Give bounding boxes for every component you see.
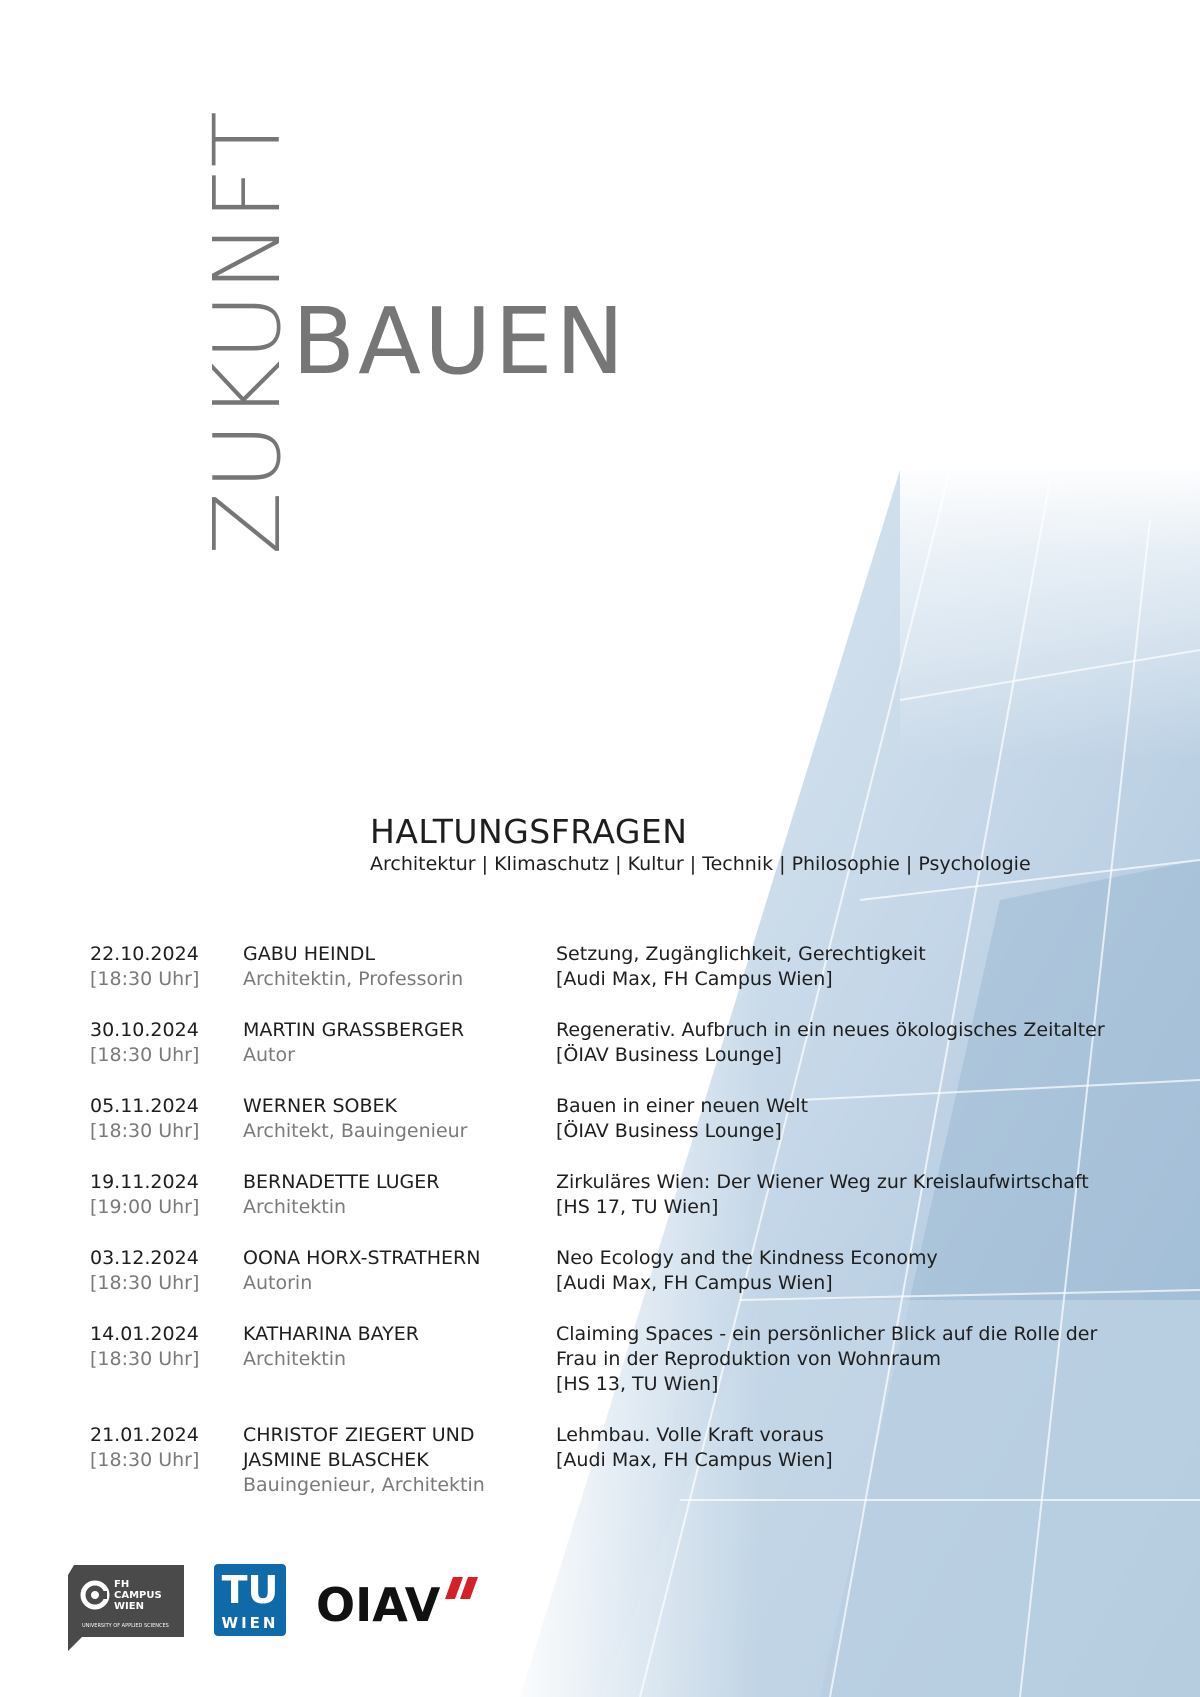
event-date: 30.10.2024 xyxy=(90,1019,199,1041)
svg-text:UNIVERSITY OF APPLIED SCIENCES: UNIVERSITY OF APPLIED SCIENCES xyxy=(82,1623,169,1629)
event-time: [19:00 Uhr] xyxy=(90,1196,200,1218)
event-venue: [HS 17, TU Wien] xyxy=(556,1196,719,1218)
event-topic: Bauen in einer neuen Welt xyxy=(556,1095,809,1117)
event-speaker: KATHARINA BAYER xyxy=(243,1323,419,1345)
event-topic: Neo Ecology and the Kindness Economy xyxy=(556,1247,938,1269)
event-venue: [Audi Max, FH Campus Wien] xyxy=(556,1272,833,1294)
event-row xyxy=(90,1094,1170,1144)
event-topic: Claiming Spaces - ein persönlicher Blick auf die Rolle der xyxy=(556,1323,1098,1345)
event-date: 22.10.2024 xyxy=(90,943,199,965)
series-title: HALTUNGSFRAGEN xyxy=(370,812,688,851)
event-role: Bauingenieur, Architektin xyxy=(243,1474,485,1496)
event-venue: [HS 13, TU Wien] xyxy=(556,1373,719,1395)
event-topic: Regenerativ. Aufbruch in ein neues ökologisches Zeitalter xyxy=(556,1019,1105,1041)
event-role: Autor xyxy=(243,1044,295,1066)
svg-text:WIEN: WIEN xyxy=(221,1614,279,1632)
event-time: [18:30 Uhr] xyxy=(90,1120,200,1142)
event-time: [18:30 Uhr] xyxy=(90,1272,200,1294)
sponsor-logos xyxy=(68,1563,528,1653)
event-speaker: WERNER SOBEK xyxy=(243,1095,397,1117)
event-date: 19.11.2024 xyxy=(90,1171,199,1193)
title-zukunft: ZUKUNFT xyxy=(194,109,301,555)
series-categories: Architektur | Klimaschutz | Kultur | Technik | Philosophie | Psychologie xyxy=(370,853,1031,875)
event-date: 21.01.2024 xyxy=(90,1424,199,1446)
event-row xyxy=(90,942,1170,992)
event-role: Architektin xyxy=(243,1196,347,1218)
svg-text:CAMPUS: CAMPUS xyxy=(114,1590,162,1601)
event-time: [18:30 Uhr] xyxy=(90,968,200,990)
event-role: Architektin xyxy=(243,1348,347,1370)
event-row xyxy=(90,1018,1170,1068)
event-role: Architekt, Bauingenieur xyxy=(243,1120,468,1142)
event-time: [18:30 Uhr] xyxy=(90,1449,200,1471)
oiav-logo xyxy=(316,1571,486,1625)
svg-text:OIAV: OIAV xyxy=(316,1578,441,1625)
tu-wien-logo xyxy=(214,1564,286,1636)
event-speaker: OONA HORX-STRATHERN xyxy=(243,1247,481,1269)
event-topic-continued: Frau in der Reproduktion von Wohnraum xyxy=(556,1348,942,1370)
event-venue: [ÖIAV Business Lounge] xyxy=(556,1120,782,1142)
event-date: 14.01.2024 xyxy=(90,1323,199,1345)
fh-campus-wien-logo xyxy=(68,1565,184,1651)
event-row xyxy=(90,1170,1170,1220)
event-speaker: BERNADETTE LUGER xyxy=(243,1171,440,1193)
event-time: [18:30 Uhr] xyxy=(90,1044,200,1066)
event-venue: [Audi Max, FH Campus Wien] xyxy=(556,968,833,990)
event-list xyxy=(90,942,1170,1524)
svg-text:TU: TU xyxy=(221,1568,279,1612)
series-header xyxy=(370,812,1031,876)
event-row xyxy=(90,1423,1170,1498)
event-speaker: CHRISTOF ZIEGERT UND xyxy=(243,1424,475,1446)
event-row xyxy=(90,1246,1170,1296)
event-venue: [Audi Max, FH Campus Wien] xyxy=(556,1449,833,1471)
event-topic: Lehmbau. Volle Kraft voraus xyxy=(556,1424,824,1446)
event-row xyxy=(90,1322,1170,1397)
event-speaker-second: JASMINE BLASCHEK xyxy=(243,1449,429,1471)
event-speaker: MARTIN GRASSBERGER xyxy=(243,1019,465,1041)
event-speaker: GABU HEINDL xyxy=(243,943,376,965)
svg-text:FH: FH xyxy=(114,1579,130,1590)
event-date: 03.12.2024 xyxy=(90,1247,199,1269)
event-topic: Zirkuläres Wien: Der Wiener Weg zur Kreislaufwirtschaft xyxy=(556,1171,1089,1193)
event-role: Architektin, Professorin xyxy=(243,968,464,990)
event-time: [18:30 Uhr] xyxy=(90,1348,200,1370)
title-bauen: BAUEN xyxy=(292,288,628,395)
event-date: 05.11.2024 xyxy=(90,1095,199,1117)
event-role: Autorin xyxy=(243,1272,313,1294)
event-venue: [ÖIAV Business Lounge] xyxy=(556,1044,782,1066)
event-topic: Setzung, Zugänglichkeit, Gerechtigkeit xyxy=(556,943,926,965)
svg-text:WIEN: WIEN xyxy=(114,1601,144,1612)
